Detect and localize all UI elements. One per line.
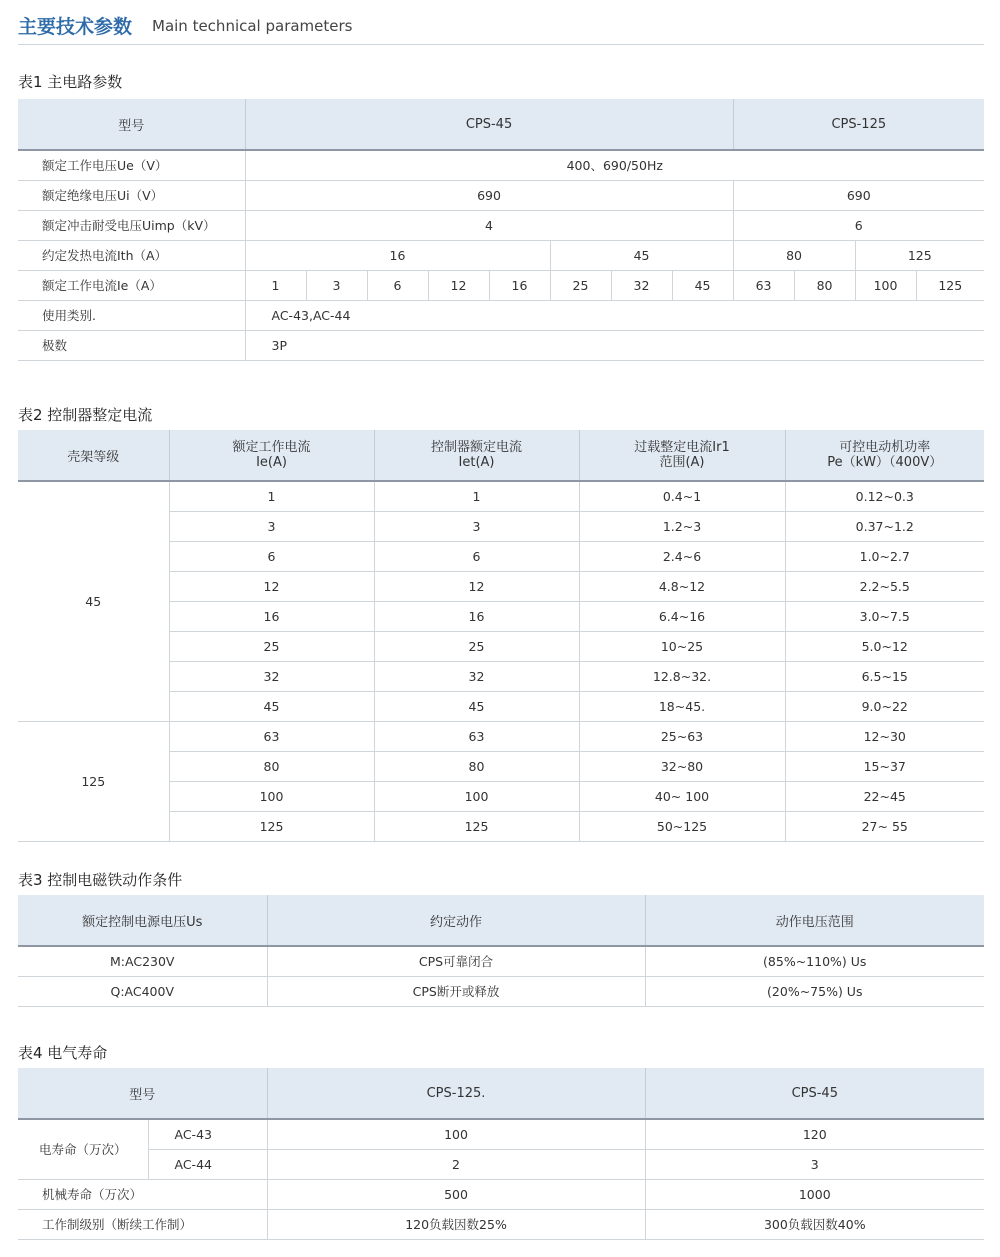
cell-rated-current: 25 (169, 631, 374, 661)
section-title-zh: 主要技术参数 (18, 16, 133, 38)
cell-category: AC-43 (148, 1119, 267, 1149)
cell-motor-power: 0.12~0.3 (785, 481, 984, 511)
table2-body (18, 481, 984, 841)
cell-rated-current: 125 (169, 811, 374, 841)
header-model: 型号 (18, 1068, 267, 1119)
table-row (18, 210, 984, 240)
cell-rated-current: 63 (169, 721, 374, 751)
table-row (18, 150, 984, 180)
cell-rated-current: 45 (169, 691, 374, 721)
cell-poles: 3P (245, 330, 984, 360)
cell-overload-range: 1.2~3 (579, 511, 785, 541)
row-label-ui: 额定绝缘电压Ui（V） (18, 180, 245, 210)
header-model: 型号 (18, 99, 245, 150)
table-row (18, 1179, 984, 1209)
cell-ith: 125 (855, 240, 984, 270)
cell-ith: 80 (733, 240, 855, 270)
cell-controller-current: 100 (374, 781, 579, 811)
header-cps45: CPS-45 (245, 99, 733, 150)
cell-controller-current: 3 (374, 511, 579, 541)
cell-controller-current: 16 (374, 601, 579, 631)
table-row (18, 1149, 984, 1179)
cell-motor-power: 5.0~12 (785, 631, 984, 661)
table2-header-row (18, 430, 984, 481)
cell-voltage: M:AC230V (18, 946, 267, 976)
cell-frame-level: 125 (18, 721, 169, 841)
cell-action: CPS断开或释放 (267, 976, 645, 1006)
cell-voltage: Q:AC400V (18, 976, 267, 1006)
cell-category: AC-44 (148, 1149, 267, 1179)
table-row (18, 721, 984, 751)
cell-ith: 16 (245, 240, 550, 270)
cell-ie: 32 (611, 270, 672, 300)
cell-controller-current: 125 (374, 811, 579, 841)
cell-value: 100 (267, 1119, 645, 1149)
table-row (18, 946, 984, 976)
cell-overload-range: 0.4~1 (579, 481, 785, 511)
cell-overload-range: 10~25 (579, 631, 785, 661)
row-label-duty: 工作制级别（断续工作制） (18, 1209, 267, 1239)
cell-controller-current: 12 (374, 571, 579, 601)
table-row (18, 481, 984, 511)
cell-ie: 125 (916, 270, 984, 300)
cell-ui-125: 690 (733, 180, 984, 210)
cell-value: 300负载因数40% (645, 1209, 984, 1239)
table4-header-row (18, 1068, 984, 1119)
header-cps125: CPS-125 (733, 99, 984, 150)
cell-ie: 16 (489, 270, 550, 300)
cell-rated-current: 3 (169, 511, 374, 541)
cell-range: (85%~110%) Us (645, 946, 984, 976)
cell-rated-current: 100 (169, 781, 374, 811)
cell-value: 120 (645, 1119, 984, 1149)
cell-ui-45: 690 (245, 180, 733, 210)
header-overload-range: 过载整定电流Ir1 范围(A) (579, 430, 785, 481)
cell-uimp-45: 4 (245, 210, 733, 240)
cell-ie: 6 (367, 270, 428, 300)
row-label-mechanical-life: 机械寿命（万次） (18, 1179, 267, 1209)
cell-overload-range: 40~ 100 (579, 781, 785, 811)
table1-title: 表1 主电路参数 (18, 73, 123, 91)
table-row (18, 180, 984, 210)
table-row (18, 976, 984, 1006)
row-label-ith: 约定发热电流Ith（A） (18, 240, 245, 270)
table4-electrical-life (18, 1068, 984, 1240)
section-header (18, 12, 984, 45)
cell-controller-current: 6 (374, 541, 579, 571)
cell-category: AC-43,AC-44 (245, 300, 984, 330)
cell-ie: 25 (550, 270, 611, 300)
header-cps125: CPS-125. (267, 1068, 645, 1119)
cell-overload-range: 6.4~16 (579, 601, 785, 631)
cell-controller-current: 32 (374, 661, 579, 691)
cell-value: 3 (645, 1149, 984, 1179)
cell-controller-current: 80 (374, 751, 579, 781)
cell-ie: 12 (428, 270, 489, 300)
header-motor-power: 可控电动机功率 Pe（kW）（400V） (785, 430, 984, 481)
cell-value: 1000 (645, 1179, 984, 1209)
table3-header-row (18, 895, 984, 946)
cell-value: 2 (267, 1149, 645, 1179)
table-row (18, 300, 984, 330)
cell-motor-power: 22~45 (785, 781, 984, 811)
cell-ie: 1 (245, 270, 306, 300)
cell-action: CPS可靠闭合 (267, 946, 645, 976)
table2-title: 表2 控制器整定电流 (18, 406, 153, 424)
cell-motor-power: 12~30 (785, 721, 984, 751)
row-label-uimp: 额定冲击耐受电压Uimp（kV） (18, 210, 245, 240)
cell-motor-power: 0.37~1.2 (785, 511, 984, 541)
row-label-poles: 极数 (18, 330, 245, 360)
cell-rated-current: 1 (169, 481, 374, 511)
cell-ie: 63 (733, 270, 794, 300)
cell-overload-range: 4.8~12 (579, 571, 785, 601)
cell-motor-power: 9.0~22 (785, 691, 984, 721)
cell-controller-current: 25 (374, 631, 579, 661)
table-row (18, 1209, 984, 1239)
cell-motor-power: 6.5~15 (785, 661, 984, 691)
cell-range: (20%~75%) Us (645, 976, 984, 1006)
cell-value: 120负载因数25% (267, 1209, 645, 1239)
cell-motor-power: 3.0~7.5 (785, 601, 984, 631)
cell-ith: 45 (550, 240, 733, 270)
cell-motor-power: 27~ 55 (785, 811, 984, 841)
cell-rated-current: 16 (169, 601, 374, 631)
cell-uimp-125: 6 (733, 210, 984, 240)
cell-ie: 100 (855, 270, 916, 300)
table1-main-circuit (18, 99, 984, 361)
row-label-ue: 额定工作电压Ue（V） (18, 150, 245, 180)
cell-controller-current: 63 (374, 721, 579, 751)
cell-motor-power: 1.0~2.7 (785, 541, 984, 571)
cell-overload-range: 32~80 (579, 751, 785, 781)
table3-electromagnet-conditions (18, 895, 984, 1007)
table-row (18, 240, 984, 270)
row-label-category: 使用类别. (18, 300, 245, 330)
table-row (18, 1119, 984, 1149)
table3-title: 表3 控制电磁铁动作条件 (18, 871, 183, 889)
header-control-voltage: 额定控制电源电压Us (18, 895, 267, 946)
cell-overload-range: 25~63 (579, 721, 785, 751)
cell-controller-current: 1 (374, 481, 579, 511)
cell-ie: 80 (794, 270, 855, 300)
cell-rated-current: 12 (169, 571, 374, 601)
cell-ie: 3 (306, 270, 367, 300)
cell-ie: 45 (672, 270, 733, 300)
cell-overload-range: 50~125 (579, 811, 785, 841)
header-frame-level: 壳架等级 (18, 430, 169, 481)
table1-header-row (18, 99, 984, 150)
header-cps45: CPS-45 (645, 1068, 984, 1119)
cell-motor-power: 2.2~5.5 (785, 571, 984, 601)
cell-motor-power: 15~37 (785, 751, 984, 781)
section-title-en: Main technical parameters (152, 17, 353, 35)
cell-overload-range: 18~45. (579, 691, 785, 721)
row-label-electrical-life: 电寿命（万次） (18, 1119, 148, 1179)
cell-value: 500 (267, 1179, 645, 1209)
header-agreed-action: 约定动作 (267, 895, 645, 946)
table-row (18, 270, 984, 300)
cell-overload-range: 12.8~32. (579, 661, 785, 691)
row-label-ie: 额定工作电流Ie（A） (18, 270, 245, 300)
cell-controller-current: 45 (374, 691, 579, 721)
cell-rated-current: 6 (169, 541, 374, 571)
table-row (18, 330, 984, 360)
cell-ue: 400、690/50Hz (245, 150, 984, 180)
header-voltage-range: 动作电压范围 (645, 895, 984, 946)
cell-overload-range: 2.4~6 (579, 541, 785, 571)
table4-title: 表4 电气寿命 (18, 1044, 108, 1062)
cell-frame-level: 45 (18, 481, 169, 721)
header-controller-current: 控制器额定电流 Iet(A) (374, 430, 579, 481)
table2-controller-setting (18, 430, 984, 842)
header-rated-current: 额定工作电流 Ie(A) (169, 430, 374, 481)
cell-rated-current: 32 (169, 661, 374, 691)
cell-rated-current: 80 (169, 751, 374, 781)
